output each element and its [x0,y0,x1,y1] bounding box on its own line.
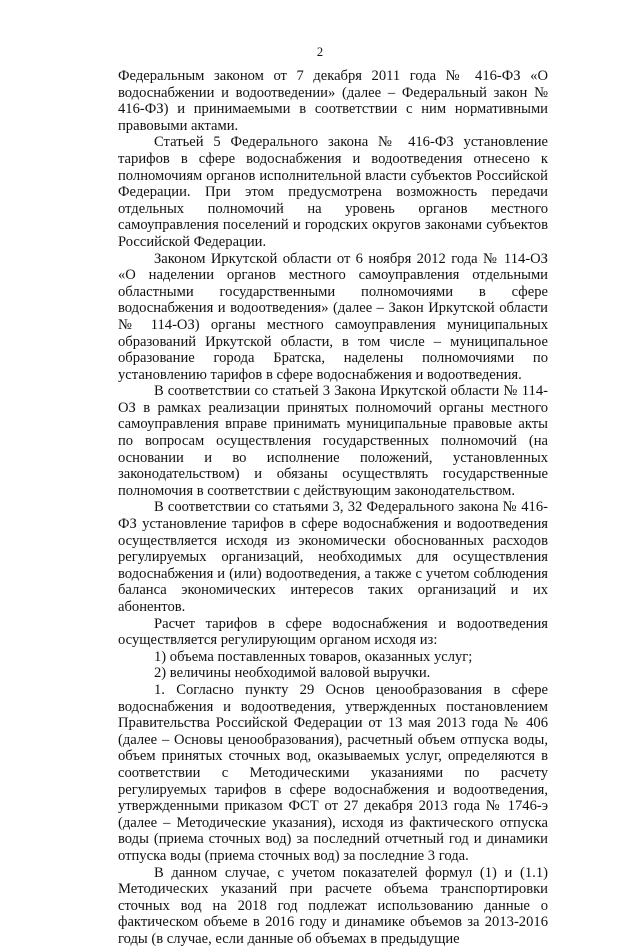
paragraph-articles-3-32: В соответствии со статьями 3, 32 Федерального закона № 416-ФЗ установление тарифов в сфере водоснабжения и водоотведения осуществляется исходя из экономически обоснованных расходов регулируемых организаций, необходимых для осуществления водоснабжения и (или) водоотведения, а также с учетом соблюдения баланса экономических интересов таких организаций и их абонентов. [118,499,548,615]
paragraph-point-1: 1. Согласно пункту 29 Основ ценообразования в сфере водоснабжения и водоотведения, утвержденных постановлением Правительства Российской Федерации от 13 мая 2013 года № 406 (далее – Основы ценообразования), расчетный объем отпуска воды, объем принятых сточных вод, оказываемых услуг, определяются в соответствии с Методическими указаниями по расчету регулируемых тарифов в сфере водоснабжения и водоотведения, утвержденными приказом ФСТ от 27 декабря 2013 года № 1746-э (далее – Методические указания), исходя из фактического отпуска воды (приема сточных вод) за последний отчетный год и динамики отпуска воды (приема сточных вод) за последние 3 года. [118,682,548,865]
paragraph-in-this-case: В данном случае, с учетом показателей формул (1) и (1.1) Методических указаний при расчете объема транспортировки сточных вод на 2018 год подлежат использованию данные о фактическом объеме в 2016 году и динамике объемов за 2013-2016 годы (в случае, если данные об объемах в предыдущие [118,865,548,947]
paragraph-article-3: В соответствии со статьей 3 Закона Иркутской области № 114-ОЗ в рамках реализации принятых полномочий органы местного самоуправления вправе принимать муниципальные правовые акты по вопросам осуществления государственных полномочий (на основании и во исполнение положений, установленных законодательством) и обязаны осуществлять государственные полномочия в соответствии с действующим законодательством. [118,383,548,499]
paragraph-continuation: Федеральным законом от 7 декабря 2011 года № 416-ФЗ «О водоснабжении и водоотведении» (далее – Федеральный закон № 416-ФЗ) и принимаемыми в соответствии с ним нормативными правовыми актами. [118,68,548,134]
paragraph-article-5: Статьей 5 Федерального закона № 416-ФЗ установление тарифов в сфере водоснабжения и водоотведения отнесено к полномочиям органов исполнительной власти субъектов Российской Федерации. При этом предусмотрена возможность передачи отдельных полномочий на уровень органов местного самоуправления поселений и городских округов законами субъектов Российской Федерации. [118,134,548,250]
page-number: 2 [0,44,640,60]
paragraph-tariff-calculation: Расчет тарифов в сфере водоснабжения и водоотведения осуществляется регулирующим органом исходя из: [118,616,548,649]
paragraph-irkutsk-law: Законом Иркутской области от 6 ноября 2012 года № 114-ОЗ «О наделении органов местного самоуправления отдельными областными государственными полномочиями в сфере водоснабжения и водоотведения» (далее – Закон Иркутской области № 114-ОЗ) органы местного самоуправления муниципальных образований Иркутской области, в том числе – муниципальное образование города Братска, наделены полномочиями по установлению тарифов в сфере водоснабжения и водоотведения. [118,251,548,384]
document-body [118,68,548,947]
list-item-revenue: 2) величины необходимой валовой выручки. [118,665,548,682]
list-item-volume: 1) объема поставленных товаров, оказанных услуг; [118,649,548,666]
